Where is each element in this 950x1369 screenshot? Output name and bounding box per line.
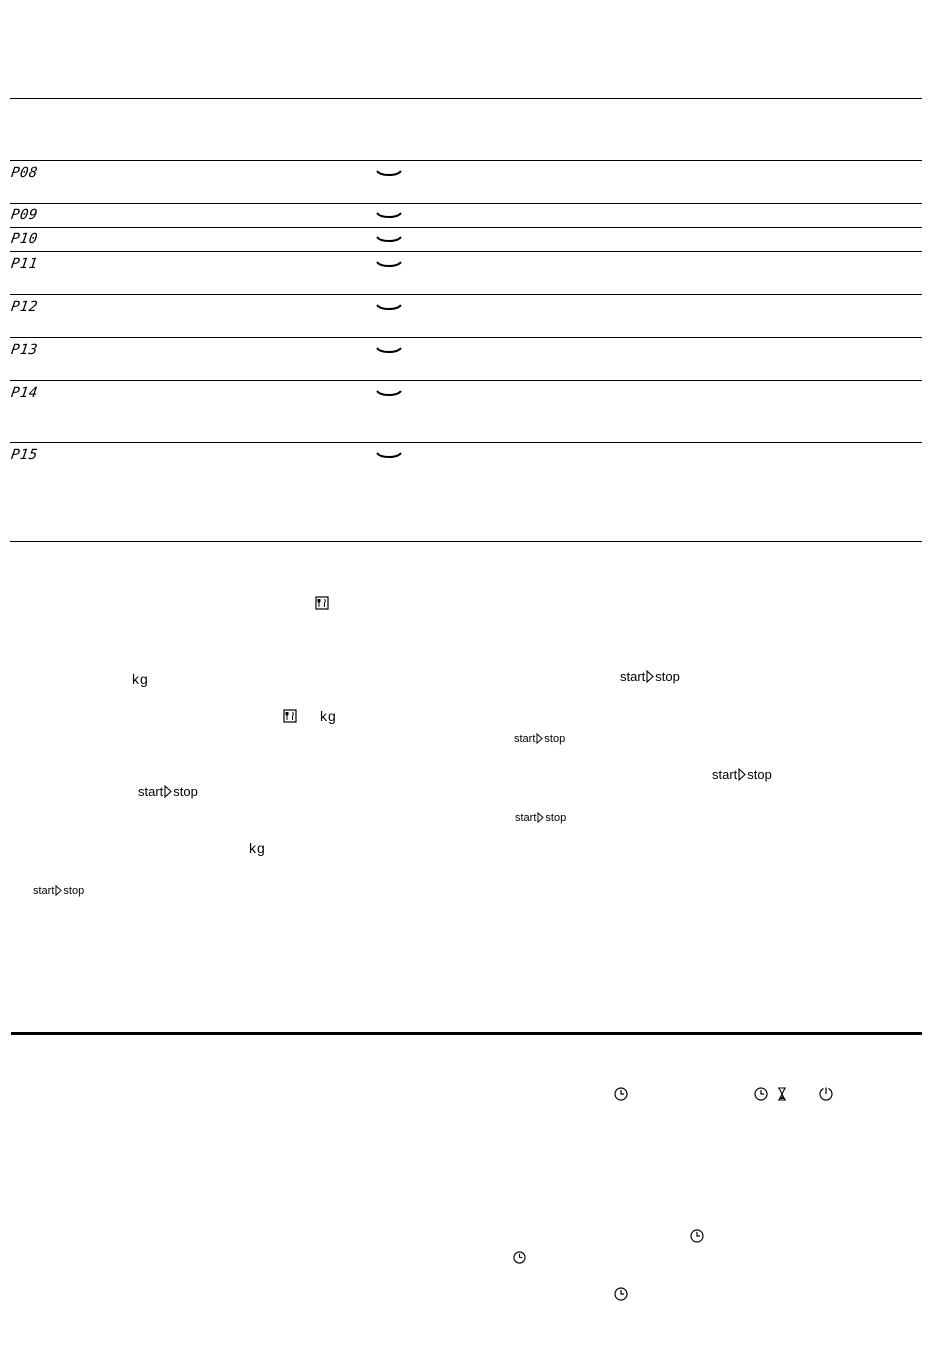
wave-icon xyxy=(376,451,402,459)
program-code: P09 xyxy=(9,207,39,223)
stop-text: stop xyxy=(655,669,680,684)
play-icon xyxy=(55,885,62,896)
stop-text: stop xyxy=(173,784,198,799)
row-border xyxy=(10,442,922,443)
row-border xyxy=(10,251,922,252)
start-stop-label xyxy=(138,784,198,800)
start-text: start xyxy=(514,733,536,745)
section-separator xyxy=(11,1032,922,1035)
table-header-border xyxy=(10,160,922,161)
stop-text: stop xyxy=(747,767,772,782)
wave-icon xyxy=(376,211,402,219)
row-border xyxy=(10,227,922,228)
clock-icon xyxy=(754,1087,768,1101)
row-border xyxy=(10,380,922,381)
program-code: P10 xyxy=(9,231,39,247)
program-code: P11 xyxy=(9,256,39,272)
clock-icon xyxy=(690,1229,704,1243)
program-code: P12 xyxy=(9,299,39,315)
hourglass-icon xyxy=(776,1087,788,1101)
row-border xyxy=(10,203,922,204)
stop-text: stop xyxy=(63,885,85,897)
play-icon xyxy=(738,768,746,781)
start-stop-label xyxy=(620,669,680,685)
start-stop-label xyxy=(515,810,566,826)
wave-icon xyxy=(376,169,402,177)
kg-label: kg xyxy=(249,840,266,856)
play-icon xyxy=(646,670,654,683)
kg-label: kg xyxy=(132,671,149,687)
table-bottom-border xyxy=(10,541,922,542)
start-stop-label xyxy=(514,731,565,747)
start-text: start xyxy=(138,784,164,799)
clock-icon xyxy=(614,1287,628,1301)
wave-icon xyxy=(376,260,402,268)
start-text: start xyxy=(515,812,537,824)
program-code: P08 xyxy=(9,165,39,181)
wave-icon xyxy=(376,346,402,354)
play-icon xyxy=(537,812,544,823)
table-top-border xyxy=(10,98,922,99)
row-border xyxy=(10,294,922,295)
wave-icon xyxy=(376,303,402,311)
clock-start-icon xyxy=(819,1087,833,1101)
cutlery-box-icon xyxy=(283,709,297,723)
start-text: start xyxy=(620,669,646,684)
kg-label: kg xyxy=(320,708,337,724)
cutlery-box-icon xyxy=(315,596,329,610)
start-stop-label xyxy=(33,883,84,899)
wave-icon xyxy=(376,235,402,243)
clock-icon xyxy=(513,1251,526,1264)
program-code: P15 xyxy=(9,447,39,463)
stop-text: stop xyxy=(544,733,566,745)
program-code: P13 xyxy=(9,342,39,358)
program-code: P14 xyxy=(9,385,39,401)
row-border xyxy=(10,337,922,338)
play-icon xyxy=(536,733,543,744)
start-stop-label xyxy=(712,767,772,783)
wave-icon xyxy=(376,389,402,397)
play-icon xyxy=(164,785,172,798)
clock-icon xyxy=(614,1087,628,1101)
start-text: start xyxy=(33,885,55,897)
stop-text: stop xyxy=(545,812,567,824)
start-text: start xyxy=(712,767,738,782)
